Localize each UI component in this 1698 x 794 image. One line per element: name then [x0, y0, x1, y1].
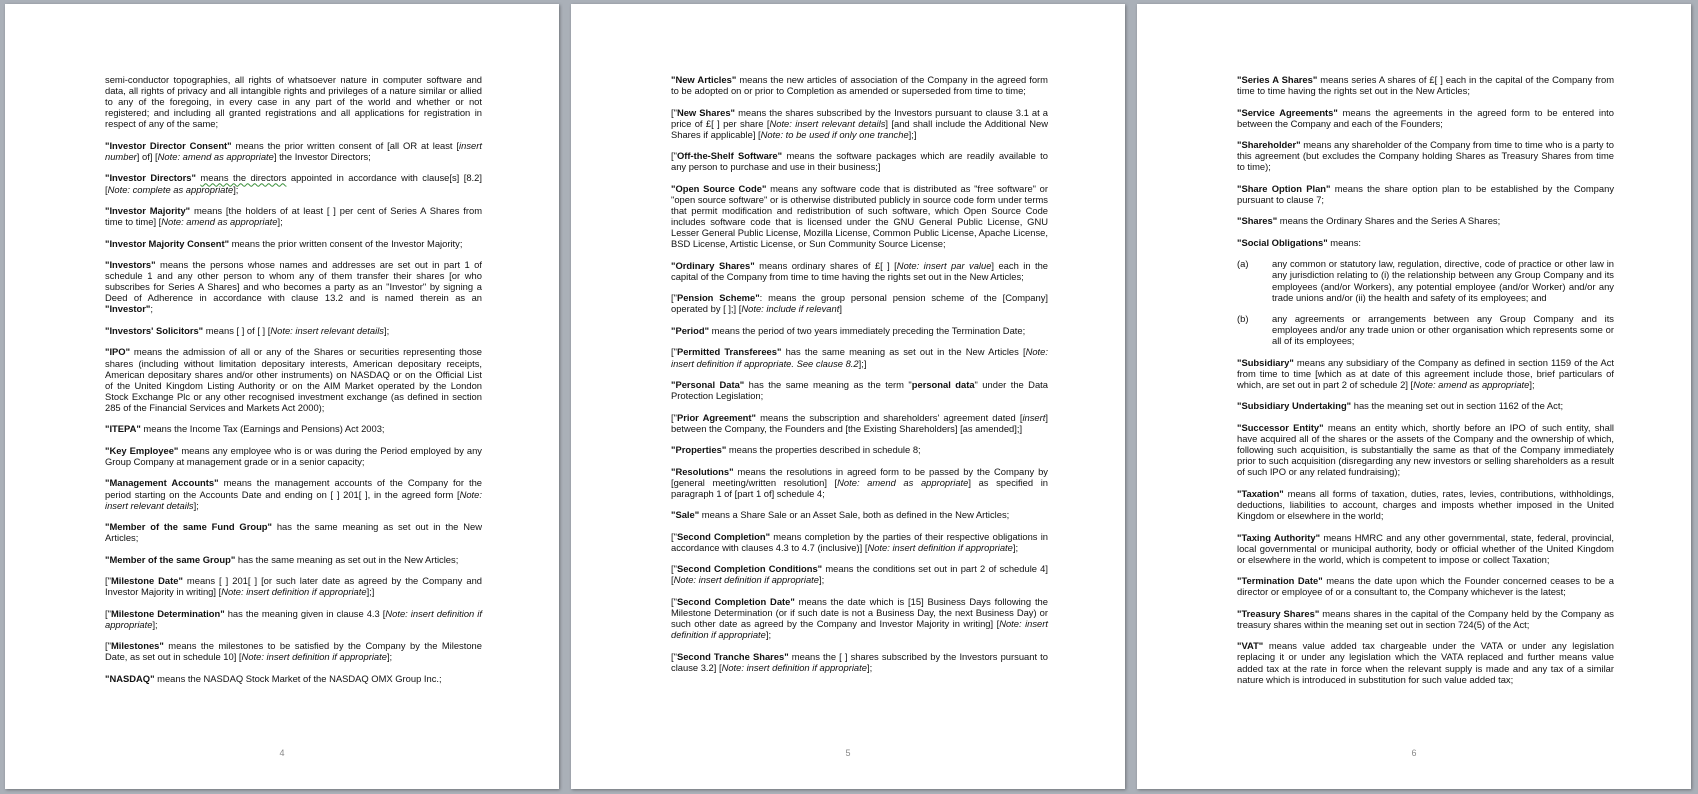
- definition-paragraph: [1237, 422, 1614, 477]
- defined-term: "Investor Directors": [105, 172, 196, 184]
- text-run: ]: [839, 303, 842, 315]
- text-run: means [the holders of at least [ ] per cent of Series A Shares from time to time] [: [105, 205, 482, 228]
- document-page: [5, 4, 559, 789]
- text-run: means the properties described in schedule 8;: [726, 444, 921, 456]
- definition-paragraph: [671, 292, 1048, 314]
- defined-term: "Subsidiary": [1237, 356, 1294, 368]
- text-run: ];: [1529, 379, 1535, 390]
- text-run: ] of] [: [136, 150, 158, 162]
- text-run: means the share option plan to be established by the Company pursuant to clause 7;: [1237, 182, 1615, 205]
- defined-term: "ITEPA": [105, 423, 141, 435]
- text-run: [": [671, 595, 677, 607]
- text-run: ];]: [366, 586, 375, 598]
- text-run: appointed in accordance with clause[s] [8.2] [: [105, 172, 482, 195]
- text-run: ];: [765, 629, 772, 641]
- defined-term: "Ordinary Shares": [671, 259, 755, 271]
- list-item: [1237, 258, 1614, 302]
- text-run: semi-conductor topographies, all rights of whatsoever nature in computer software and data, all rights of privacy and all intangible rights and privileges of a nature similar or allied to any of the foregoing, in every case in any part of the world and whether or not registered; and including all granted registrations and all applications for registration in respect of any of the same;: [105, 74, 482, 130]
- text-run: ] as specified in paragraph 1 of [part 1 of] schedule 4;: [671, 476, 1049, 499]
- defined-term: "Taxing Authority": [1237, 531, 1321, 543]
- defined-term: "Sale": [671, 509, 700, 521]
- text-run: means the persons whose names and addresses are set out in part 1 of schedule 1 and any other person to whom any of them transfer their shares [or who subscribes for Series A Shares] and who becomes a party as an "Investor" by signing a Deed of Adherence in accordance with clause 13.2 and is named therein as an: [105, 259, 482, 304]
- definition-paragraph: [105, 205, 482, 227]
- document-page: [1137, 4, 1691, 789]
- defined-term: Second Completion Conditions": [676, 563, 823, 575]
- page-number: 4: [279, 748, 285, 758]
- defined-term: "Resolutions": [671, 465, 734, 477]
- definition-paragraph: [671, 444, 1048, 455]
- drafting-note: Note: amend as appropriate: [1413, 379, 1530, 390]
- drafting-note: Note: amend as appropriate: [837, 476, 969, 488]
- text-run: means a Share Sale or an Asset Sale, both as defined in the New Articles;: [699, 509, 1010, 521]
- drafting-note: Note: insert relevant details: [769, 117, 886, 129]
- text-run: has the same meaning as set out in the New Articles [: [781, 346, 1026, 358]
- text-run: means the NASDAQ Stock Market of the NASDAQ OMX Group Inc.;: [154, 672, 442, 684]
- page-body: [105, 74, 482, 694]
- text-run: means completion by the parties of their respective obligations in accordance with clauses 4.3 to 4.7 (inclusive)] [: [671, 530, 1049, 553]
- definition-paragraph: [1237, 183, 1614, 205]
- definition-paragraph: [671, 260, 1048, 282]
- drafting-note: Note: complete as appropriate: [107, 183, 234, 195]
- defined-term: "New Articles": [671, 74, 737, 85]
- text-run: means the [ ] shares subscribed by the Investors pursuant to clause 3.2] [: [671, 650, 1048, 673]
- defined-term: Permitted Transferees": [676, 346, 782, 358]
- defined-term: Pension Scheme": [676, 292, 760, 304]
- defined-term: "Investor Majority": [105, 205, 191, 217]
- text-run: ] the Investor Directors;: [273, 150, 371, 162]
- text-run: means series A shares of £[ ] each in the capital of the Company from time to time having the rights set out in the New Articles;: [1237, 74, 1614, 97]
- text-run: means the milestones to be satisfied by the Company by the Milestone Date, as set out in schedule 10] [: [105, 640, 482, 663]
- defined-term: "Shareholder": [1237, 139, 1301, 151]
- text-run: ];: [819, 574, 825, 586]
- defined-term: Off-the-Shelf Software": [676, 150, 783, 162]
- list-label: (b): [1237, 313, 1249, 325]
- definition-paragraph: [671, 107, 1048, 140]
- text-run: means the shares subscribed by the Investors pursuant to clause 3.1 at a price of £[ ] per share [: [671, 106, 1048, 129]
- defined-term: "Investors": [105, 259, 156, 271]
- text-run: has the meaning given in clause 4.3 [: [224, 607, 386, 619]
- defined-term: "Treasury Shares": [1237, 607, 1320, 619]
- defined-term: Milestone Date": [110, 575, 183, 587]
- definition-paragraph: [105, 608, 482, 630]
- text-run: means shares in the capital of the Company held by the Company as treasury shares within the meaning set out in section 724(5) of the Act;: [1237, 607, 1614, 630]
- defined-term: "Management Accounts": [105, 477, 219, 489]
- text-run: ] between the Company, the Founders and [the Existing Shareholders] [as amended];]: [671, 411, 1048, 434]
- text-run: [": [105, 640, 111, 652]
- text-run: means the subscription and shareholders' agreement dated [: [755, 411, 1023, 423]
- definition-paragraph: [105, 521, 482, 543]
- drafting-note: Note: insert definition if appropriate: [673, 574, 820, 586]
- defined-term: "Series A Shares": [1237, 74, 1318, 85]
- definition-paragraph: [671, 346, 1048, 368]
- text-run: means HMRC and any other governmental, state, federal, provincial, local governmental or municipal authority, body or official whether of the United Kingdom or elsewhere in the world, which is competent to impose or collect Taxation;: [1237, 531, 1614, 565]
- document-page: [571, 4, 1125, 789]
- defined-term: "Share Option Plan": [1237, 182, 1331, 194]
- definition-paragraph: [105, 554, 482, 565]
- definition-paragraph: [671, 150, 1048, 172]
- text-run: has the same meaning as set out in the New Articles;: [105, 521, 482, 544]
- page-number: 6: [1411, 748, 1417, 758]
- drafting-note: Note: include if relevant: [741, 303, 840, 315]
- text-run: means any employee who is or was during the Period employed by any Group Company at management grade or in a senior capacity;: [105, 444, 482, 467]
- page-body: [671, 74, 1048, 683]
- text-run: means the date which is [15] Business Days following the Milestone Determination (or if such date is not a Business Day, the next Business Day) or such other date as agreed by the Company and Investor Majority in writing] [: [671, 595, 1048, 630]
- drafting-note: Note: insert definition if appropriate: [241, 651, 387, 663]
- definition-paragraph: [671, 325, 1048, 336]
- defined-term: "Subsidiary Undertaking": [1237, 400, 1352, 412]
- drafting-note: Note: insert definition if appropriate: [105, 607, 482, 630]
- text-run: means an entity which, shortly before an IPO of such entity, shall have acquired all of the shares or the assets of the Company and the ownership of which, following such acquisition, is substantially the same as that of the Company immediately prior to such acquisition (disregarding any new investors or selling shareholders as a result of such IPO or any related fundraising);: [1237, 421, 1615, 478]
- list-text: [1272, 258, 1614, 302]
- text-run: means [ ] of [ ] [: [203, 324, 271, 336]
- defined-term: "Properties": [671, 444, 727, 456]
- definition-paragraph: [671, 563, 1048, 585]
- definition-paragraph: [1237, 640, 1614, 684]
- text-run: has the same meaning as set out in the New Articles;: [235, 553, 459, 565]
- defined-term: "Investor Director Consent": [105, 139, 232, 151]
- text-run: means the period of two years immediately preceding the Termination Date;: [709, 324, 1026, 336]
- definition-paragraph: [1237, 237, 1614, 248]
- text-run: means the admission of all or any of the Shares or securities representing those shares (including without limitation depositary interests, American depositary receipts, American depositary shares and/or other instruments) on NASDAQ or on the Official List of the United Kingdom Listing Authority or on the AIM Market operated by the London Stock Exchange Plc or any other recognised investment exchange (as defined in section 285 of the Financial Services and Markets Act 2000);: [105, 346, 482, 413]
- definition-paragraph: [671, 379, 1048, 401]
- page-body: [1237, 74, 1614, 695]
- definition-paragraph: [1237, 608, 1614, 630]
- text-run: has the meaning set out in section 1162 of the Act;: [1351, 400, 1564, 412]
- text-run: means value added tax chargeable under the VATA or under any legislation replacing it or under any legislation which the VATA replaced and further means value added tax at the rate in force when the relevant supply is made and any tax of a similar nature which is introduced in substitution for such value added tax;: [1237, 640, 1614, 685]
- text-run: ];: [1012, 541, 1019, 553]
- drafting-note: Note: insert par value: [896, 259, 992, 271]
- text-run: means the conditions set out in part 2 of schedule 4] [: [671, 563, 1048, 586]
- drafting-note: Note: insert relevant details: [270, 324, 384, 336]
- definition-paragraph: [1237, 575, 1614, 597]
- definition-paragraph: [105, 346, 482, 413]
- defined-term: Prior Agreement": [676, 411, 756, 423]
- text-run: : means the group personal pension scheme of the [Company] operated by [ ];] [: [671, 292, 1048, 315]
- drafting-note: Note: insert definition if appropriate: [671, 618, 1048, 641]
- text-run: ];: [386, 651, 393, 663]
- text-run: [": [105, 607, 111, 619]
- defined-term: New Shares": [676, 106, 735, 118]
- text-run: means the management accounts of the Company for the period starting on the Accounts Date and ending on [ ] 201[ ], in the agreed form [: [105, 477, 482, 500]
- text-run: ;: [150, 303, 153, 315]
- definition-paragraph: [671, 74, 1048, 96]
- text-run: means the date upon which the Founder concerned ceases to be a director or employee of or a consultant to, the Company whichever is the latest;: [1237, 575, 1614, 598]
- text-run: [": [671, 106, 677, 118]
- definition-paragraph: [671, 651, 1048, 673]
- text-run: means the software packages which are readily available to any person to purchase and use in their business;]: [671, 150, 1048, 173]
- defined-term: Second Completion Date": [676, 595, 795, 607]
- definition-paragraph: [105, 477, 482, 510]
- text-run: ];]: [908, 128, 917, 140]
- definition-paragraph: [671, 183, 1048, 250]
- definition-paragraph: [105, 74, 482, 129]
- page-number: 5: [845, 748, 851, 758]
- drafting-note: Note: insert relevant details: [105, 488, 482, 511]
- definition-paragraph: [1237, 532, 1614, 565]
- text-run: any agreements or arrangements between any Group Company and its employees and/or any trade union or other organisation which represents some or all of its employees;: [1272, 313, 1614, 347]
- text-run: means [ ] 201[ ] [or such later date as agreed by the Company and Investor Majority in writing] [: [105, 575, 482, 598]
- defined-term: "Member of the same Fund Group": [105, 521, 272, 533]
- definition-paragraph: [1237, 357, 1614, 390]
- definition-paragraph: [105, 325, 482, 336]
- defined-term: personal data: [911, 379, 975, 390]
- definition-paragraph: [105, 238, 482, 249]
- defined-term: Milestone Determination": [110, 607, 225, 619]
- text-run: ];: [866, 661, 873, 673]
- text-run: means:: [1327, 236, 1362, 248]
- definition-paragraph: [671, 509, 1048, 520]
- text-run: any common or statutory law, regulation, directive, code of practice or other law in any jurisdiction relating to (i) the relationship between any Group Company and its employees (and/or Workers), any potential employee (and/or Worker) and/or any trade unions and/or (ii) the health and safety of its employees; and: [1272, 258, 1614, 303]
- text-run: means the prior written consent of [all OR at least [: [231, 139, 460, 151]
- drafting-note: Note: amend as appropriate: [157, 150, 274, 162]
- drafting-note: insert number: [105, 139, 482, 162]
- text-run: [": [671, 530, 677, 542]
- text-run: means any shareholder of the Company from time to time who is a party to this agreement (but excludes the Company holding Shares as Treasury Shares from time to time);: [1237, 139, 1614, 173]
- defined-term: "Termination Date": [1237, 575, 1323, 587]
- text-run: ];: [193, 499, 199, 511]
- text-run: [": [671, 346, 677, 358]
- definition-paragraph: [671, 531, 1048, 553]
- definition-paragraph: [1237, 74, 1614, 96]
- text-run: means all forms of taxation, duties, rates, levies, contributions, withholdings, deductions, liabilities to account, charges and imposts whether imposed in the United Kingdom or elsewhere in the world;: [1237, 487, 1614, 522]
- defined-term: "Investor": [105, 303, 151, 315]
- defined-term: "Key Employee": [105, 444, 179, 456]
- definition-paragraph: [1237, 107, 1614, 129]
- defined-term: "Investors' Solicitors": [105, 324, 204, 336]
- definition-paragraph: [1237, 488, 1614, 521]
- text-run: means the prior written consent of the Investor Majority;: [229, 237, 463, 249]
- text-run: ] [and shall include the Additional New Shares if applicable] [: [671, 117, 1048, 140]
- definition-paragraph: [105, 172, 482, 194]
- definition-paragraph: [671, 466, 1048, 499]
- text-run: means the resolutions in agreed form to be passed by the Company by [general meeting/written resolution] [: [671, 465, 1048, 488]
- definition-paragraph: [1237, 215, 1614, 226]
- defined-term: "NASDAQ": [105, 672, 155, 684]
- definition-paragraph: [105, 673, 482, 684]
- definition-paragraph: [105, 423, 482, 434]
- list-text: [1272, 313, 1614, 346]
- text-run: [": [671, 650, 677, 662]
- defined-term: Second Tranche Shares": [676, 650, 789, 662]
- text-run: means the new articles of association of the Company in the agreed form to be adopted on or prior to Completion as amended or superseded from time to time;: [671, 74, 1048, 97]
- text-run: means the Income Tax (Earnings and Pensions) Act 2003;: [140, 423, 385, 435]
- defined-term: Second Completion": [676, 530, 771, 542]
- defined-term: "Social Obligations": [1237, 236, 1328, 248]
- list-label: (a): [1237, 258, 1249, 270]
- definition-paragraph: [105, 445, 482, 467]
- defined-term: "Successor Entity": [1237, 421, 1324, 433]
- text-run: [": [671, 150, 677, 162]
- text-run: [": [671, 563, 677, 575]
- definition-paragraph: [671, 596, 1048, 640]
- definition-paragraph: [1237, 400, 1614, 411]
- text-run: means any subsidiary of the Company as defined in section 1159 of the Act from time to time [which as at date of this agreement include those, brief particulars of which, are set out in part 2 of schedule 2] [: [1237, 356, 1614, 390]
- text-run: means the directors: [200, 172, 287, 184]
- definition-paragraph: [105, 640, 482, 662]
- text-run: ] each in the capital of the Company from time to time having the rights set out in the New Articles;: [671, 259, 1049, 282]
- defined-term: "IPO": [105, 346, 131, 358]
- defined-term: "Investor Majority Consent": [105, 237, 230, 249]
- text-run: means any software code that is distributed as "free software" or "open source software" or is otherwise distributed publicly in source code form under terms that permit modification and redistribution of such software, which Open Source Code includes software code that is licensed under the GNU General Public License, GNU Lesser General Public License, Mozilla License, Common Public License, Apache License, BSD License, Artistic License, or Sun Community Source License;: [671, 182, 1048, 250]
- defined-term: Milestones": [110, 640, 164, 652]
- defined-term: "Taxation": [1237, 487, 1284, 499]
- defined-term: "Shares": [1237, 215, 1278, 227]
- defined-term: "Personal Data": [671, 379, 745, 390]
- defined-term: "Period": [671, 324, 710, 336]
- drafting-note: Note: to be used if only one tranche: [760, 128, 909, 140]
- defined-term: "VAT": [1237, 640, 1264, 652]
- drafting-note: Note: insert definition if appropriate: [221, 586, 367, 598]
- text-run: ];]: [858, 357, 867, 369]
- definition-paragraph: [1237, 139, 1614, 172]
- definition-paragraph: [105, 575, 482, 597]
- list-item: [1237, 313, 1614, 346]
- defined-term: "Member of the same Group": [105, 553, 236, 565]
- drafting-note: Note: amend as appropriate: [161, 216, 278, 228]
- text-run: " under the Data Protection Legislation;: [671, 379, 1048, 402]
- text-run: means the agreements in the agreed form to be entered into between the Company and each of the Founders;: [1237, 106, 1614, 129]
- text-run: [": [671, 292, 677, 304]
- text-run: means the Ordinary Shares and the Series A Shares;: [1277, 215, 1501, 227]
- text-run: ];: [152, 618, 158, 630]
- drafting-note: Note: insert definition if appropriate: [721, 661, 867, 673]
- drafting-note: insert: [1022, 411, 1046, 423]
- text-run: ];: [233, 183, 239, 195]
- drafting-note: Note: insert definition if appropriate. See clause 8.2: [671, 346, 1048, 369]
- text-run: [": [105, 575, 111, 587]
- definition-paragraph: [671, 412, 1048, 434]
- text-run: has the same meaning as the term ": [744, 379, 912, 390]
- drafting-note: Note: insert definition if appropriate: [867, 541, 1013, 553]
- text-run: ];: [277, 216, 283, 228]
- text-run: ];: [383, 324, 390, 336]
- defined-term: "Open Source Code": [671, 182, 767, 194]
- text-run: means ordinary shares of £[ ] [: [754, 259, 897, 271]
- definition-paragraph: [105, 259, 482, 314]
- definition-paragraph: [105, 140, 482, 162]
- defined-term: "Service Agreements": [1237, 106, 1338, 118]
- text-run: [": [671, 411, 677, 423]
